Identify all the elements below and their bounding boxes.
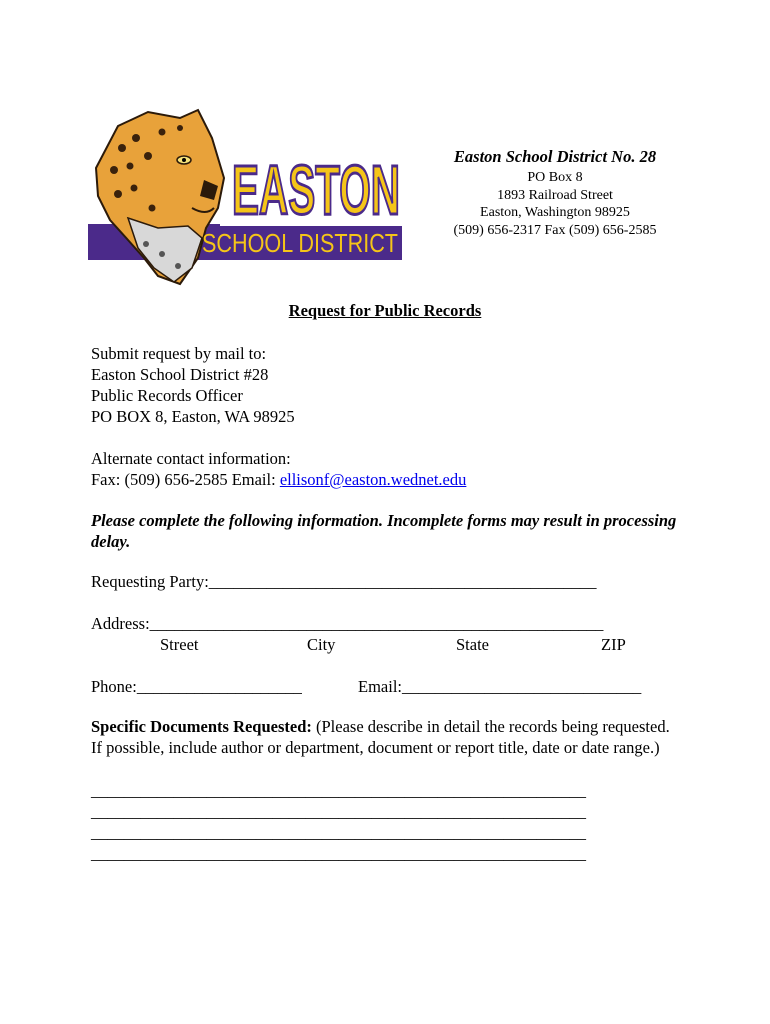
mail-instructions xyxy=(91,343,295,427)
address-zip-label: ZIP xyxy=(601,635,626,654)
address-phone-fax: (509) 656-2317 Fax (509) 656-2585 xyxy=(453,222,657,238)
specific-documents-prompt xyxy=(91,716,681,758)
mail-line-4: PO BOX 8, Easton, WA 98925 xyxy=(91,407,295,426)
alternate-heading: Alternate contact information: xyxy=(91,449,291,468)
logo-word-top: EASTON xyxy=(232,151,400,229)
specific-documents-text: (Please describe in detail the records being requested. If possible, include author or department, document or report title, date or date range.) xyxy=(91,717,670,757)
form-title: Request for Public Records xyxy=(288,301,482,320)
specific-documents-lead: Specific Documents Requested: xyxy=(91,717,312,736)
mail-line-3: Public Records Officer xyxy=(91,386,243,405)
answer-line[interactable]: ____________________________________________________________ xyxy=(91,802,586,821)
mail-line-2: Easton School District #28 xyxy=(91,365,269,384)
address-po-box: PO Box 8 xyxy=(527,170,583,185)
email-field[interactable]: Email:_____________________________ xyxy=(358,677,642,696)
alternate-fax-email xyxy=(91,469,466,490)
address-street-label: Street xyxy=(160,635,199,654)
mail-line-1: Submit request by mail to: xyxy=(91,344,267,363)
address-city-label: City xyxy=(307,635,336,654)
alternate-contact xyxy=(91,448,466,490)
district-logo xyxy=(88,108,406,284)
address-street: 1893 Railroad Street xyxy=(497,187,613,203)
answer-line[interactable]: ____________________________________________________________ xyxy=(91,823,586,842)
address-state-label: State xyxy=(456,635,489,654)
letterhead xyxy=(430,146,680,239)
phone-field[interactable]: Phone:____________________ xyxy=(91,677,302,696)
logo-word-bottom: SCHOOL DISTRICT xyxy=(202,228,399,258)
address-field[interactable]: Address:_______________________________________________________ xyxy=(91,614,604,633)
district-name: Easton School District No. 28 xyxy=(453,147,657,166)
documents-answer-lines[interactable] xyxy=(91,780,586,864)
answer-line[interactable]: ____________________________________________________________ xyxy=(91,844,586,863)
answer-line[interactable]: ____________________________________________________________ xyxy=(91,781,586,800)
incomplete-form-notice: Please complete the following information. Incomplete forms may result in processing delay. xyxy=(91,511,677,551)
alternate-fax-text: Fax: (509) 656-2585 Email: xyxy=(91,470,280,489)
requesting-party-field[interactable]: Requesting Party:_______________________________________________ xyxy=(91,572,597,591)
address-city: Easton, Washington 98925 xyxy=(480,205,630,220)
email-link[interactable]: ellisonf@easton.wednet.edu xyxy=(279,470,467,489)
